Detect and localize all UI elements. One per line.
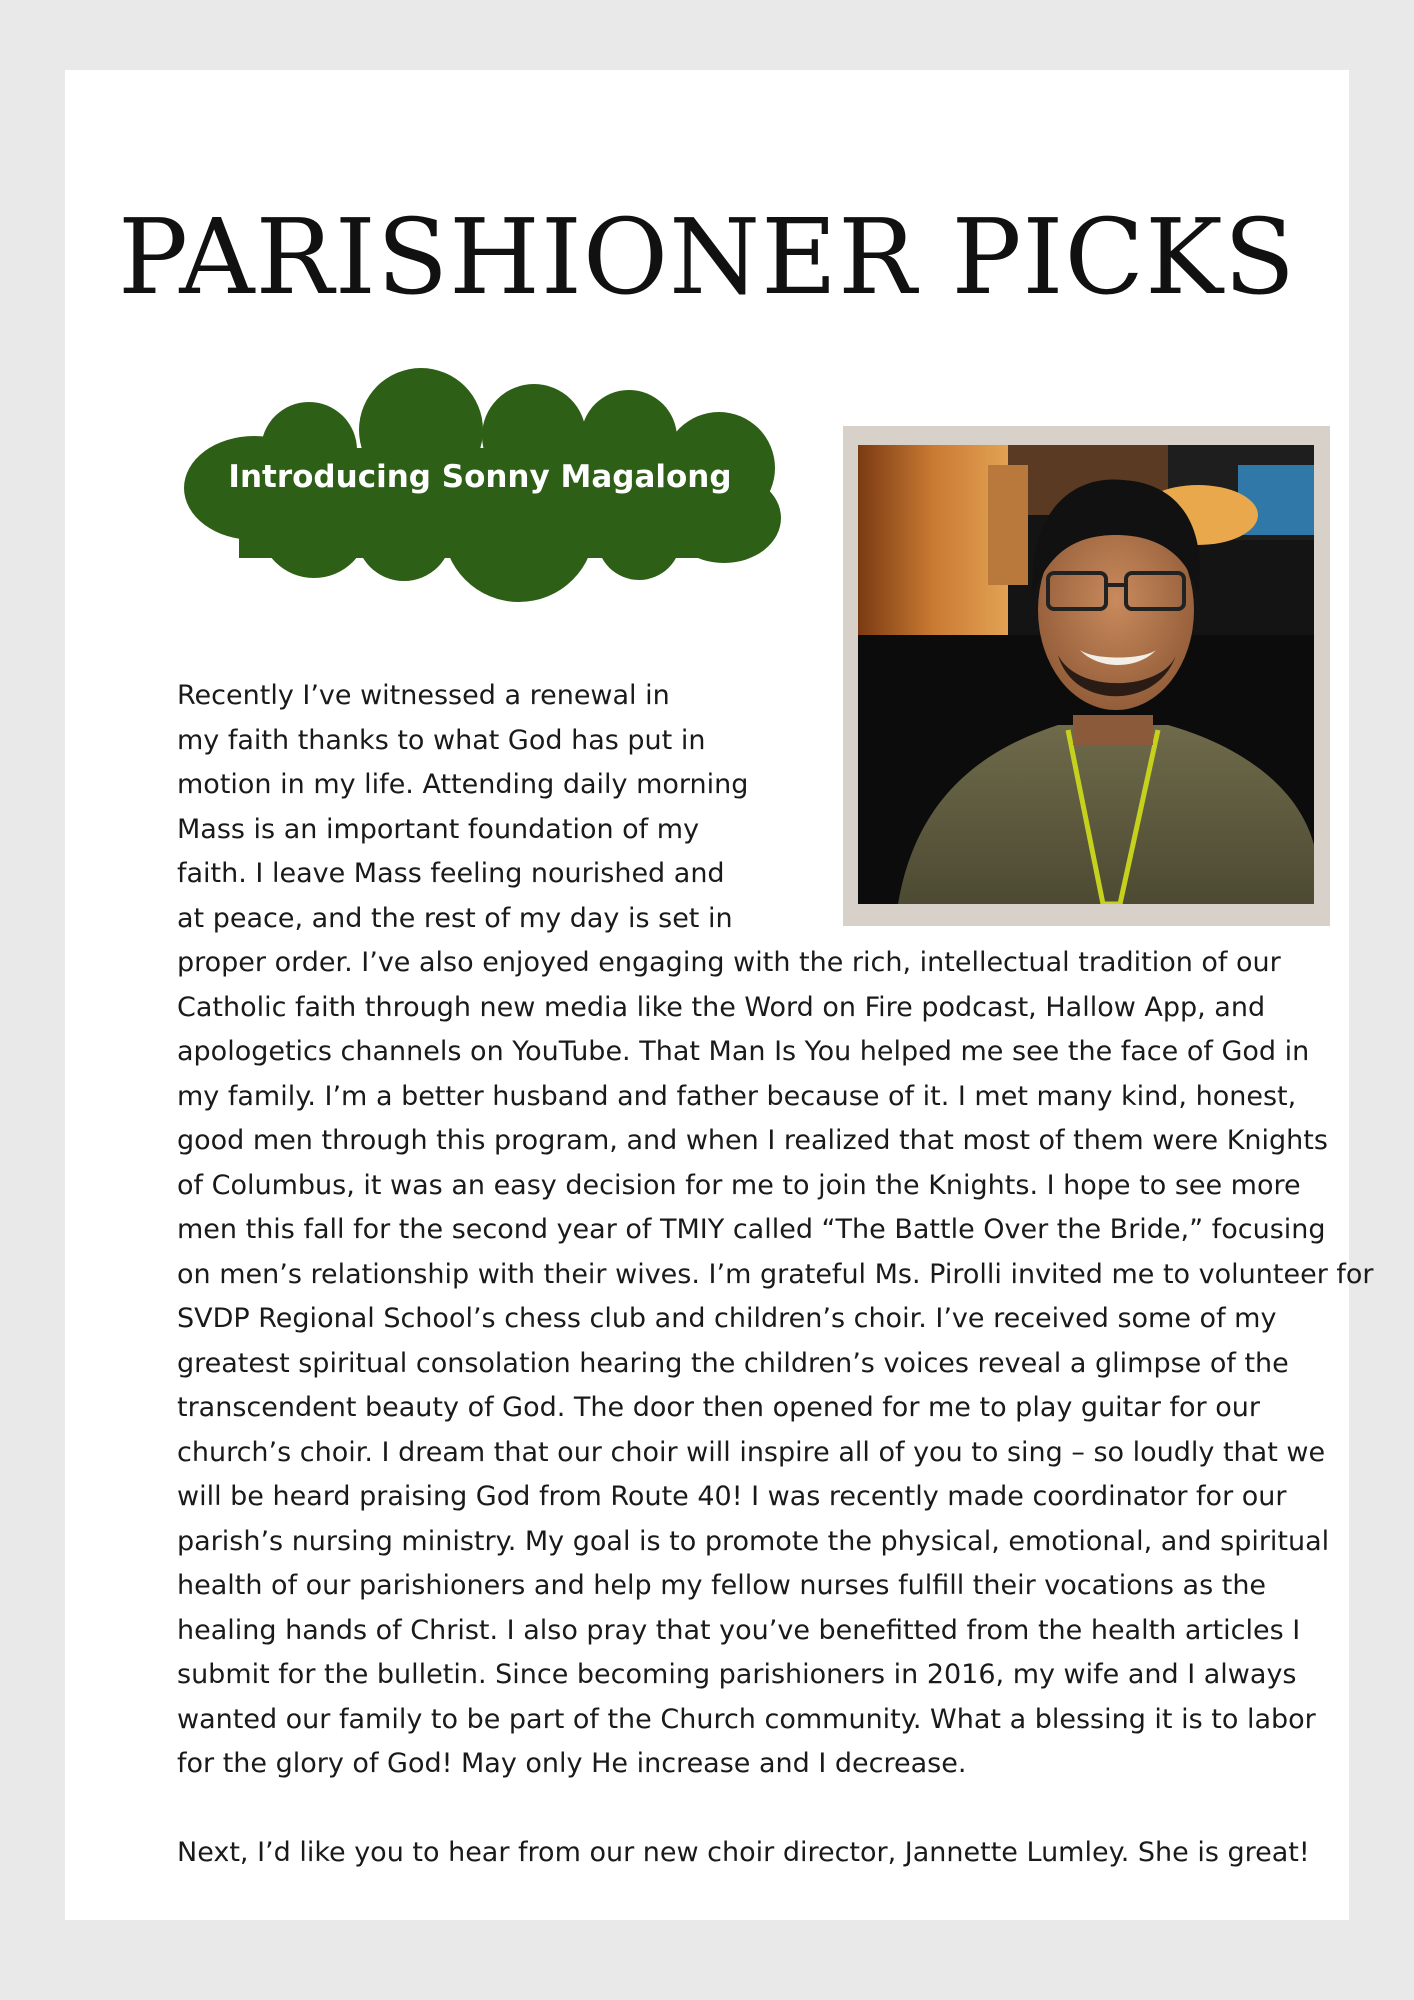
article-line: men this fall for the second year of TMIY called “The Battle Over the Bride,” focusing <box>177 1214 1326 1245</box>
article-line: my faith thanks to what God has put in <box>177 724 706 756</box>
article-line: for the glory of God! May only He increase and I decrease. <box>177 1748 967 1779</box>
article-line: health of our parishioners and help my fellow nurses fulfill their vocations as the <box>177 1570 1267 1601</box>
bulletin-page <box>65 70 1374 1920</box>
article-line: SVDP Regional School’s chess club and children’s choir. I’ve received some of my <box>177 1303 1277 1334</box>
article-line: apologetics channels on YouTube. That Man Is You helped me see the face of God in <box>177 1036 1310 1067</box>
article-line: my family. I’m a better husband and father because of it. I met many kind, honest, <box>177 1080 1297 1112</box>
article-line: proper order. I’ve also enjoyed engaging with the rich, intellectual tradition of our <box>177 947 1281 978</box>
article-line: at peace, and the rest of my day is set in <box>177 902 733 934</box>
page-title: PARISHIONER PICKS <box>117 196 1297 318</box>
article-line: parish’s nursing ministry. My goal is to promote the physical, emotional, and spiritual <box>177 1525 1330 1557</box>
article-line: healing hands of Christ. I also pray that you’ve benefitted from the health articles I <box>177 1614 1301 1646</box>
article-line: Mass is an important foundation of my <box>177 813 700 845</box>
paragraph-gap <box>177 1787 1377 1832</box>
article-line: wanted our family to be part of the Church community. What a blessing it is to labor <box>177 1703 1316 1735</box>
article-line: on men’s relationship with their wives. I’m grateful Ms. Pirolli invited me to volunteer for <box>177 1258 1374 1290</box>
article-line: motion in my life. Attending daily morning <box>177 769 749 800</box>
article-line: church’s choir. I dream that our choir will inspire all of you to sing – so loudly that we <box>177 1436 1326 1468</box>
article-line: of Columbus, it was an easy decision for me to join the Knights. I hope to see more <box>177 1169 1301 1201</box>
banner-label: Introducing Sonny Magalong <box>228 459 732 495</box>
article-line: faith. I leave Mass feeling nourished and <box>177 858 725 889</box>
article-body <box>177 674 1377 1876</box>
article-line: good men through this program, and when I realized that most of them were Knights <box>177 1125 1328 1156</box>
article-line: transcendent beauty of God. The door then opened for me to play guitar for our <box>177 1392 1260 1423</box>
article-line: greatest spiritual consolation hearing the children’s voices reveal a glimpse of the <box>177 1347 1289 1379</box>
article-line: will be heard praising God from Route 40! I was recently made coordinator for our <box>177 1481 1287 1512</box>
closing-line: Next, I’d like you to hear from our new choir director, Jannette Lumley. She is great! <box>177 1837 1310 1868</box>
article-line: Recently I’ve witnessed a renewal in <box>177 680 670 711</box>
article-line: Catholic faith through new media like the Word on Fire podcast, Hallow App, and <box>177 991 1266 1023</box>
article-line: submit for the bulletin. Since becoming parishioners in 2016, my wife and I always <box>177 1659 1297 1690</box>
